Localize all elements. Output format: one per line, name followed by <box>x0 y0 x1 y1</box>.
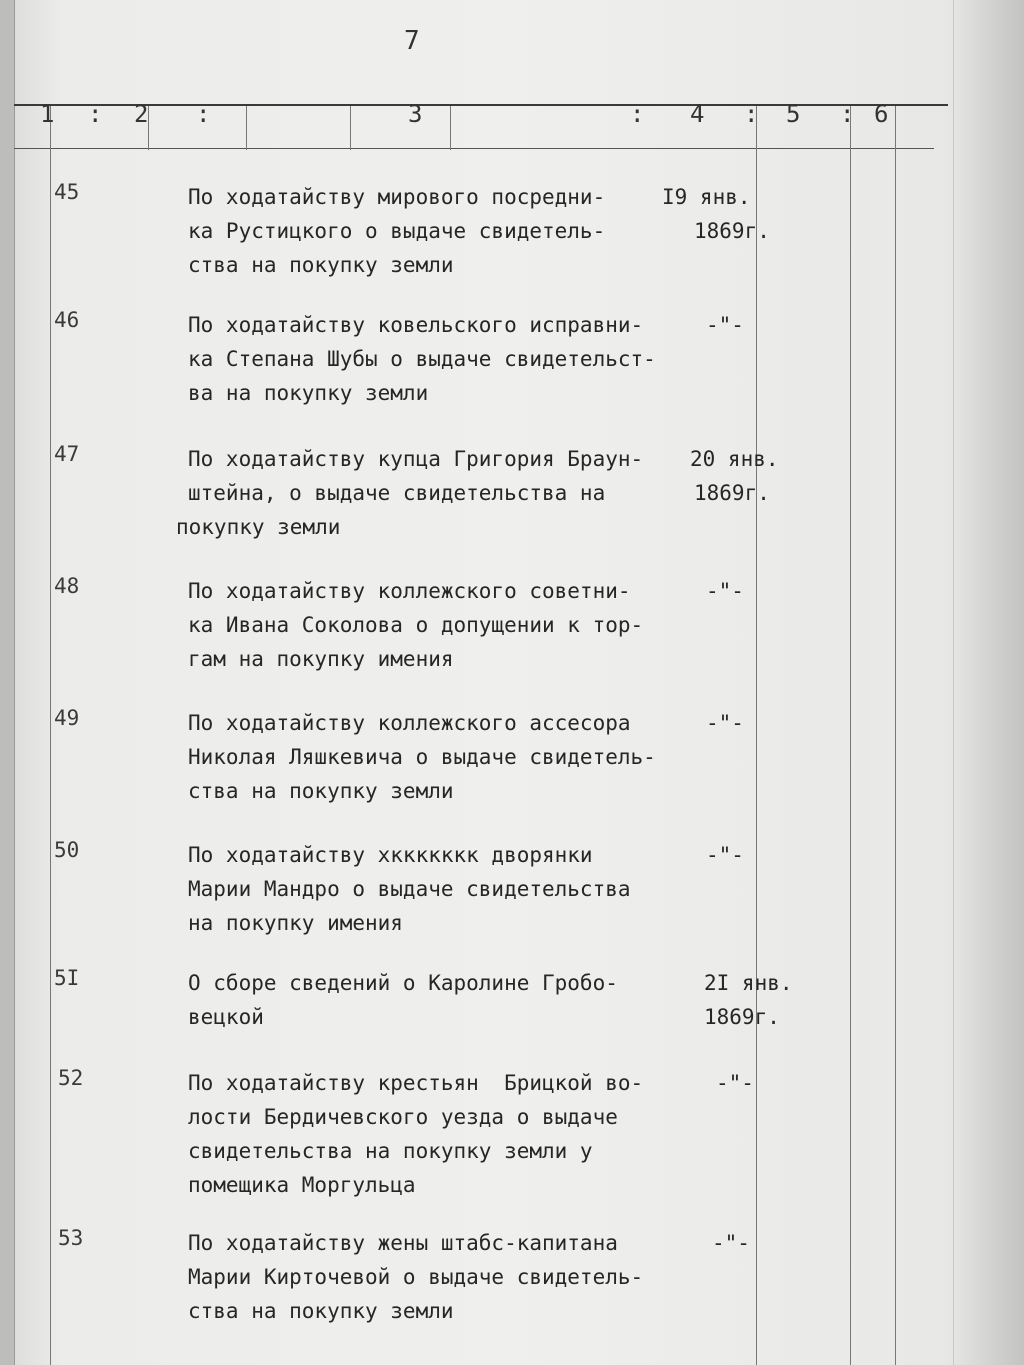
entry-date-line: 1869г. <box>704 1005 780 1029</box>
column-separator-colon: : <box>196 100 211 128</box>
entry-title-line: на покупку имения <box>188 911 403 935</box>
entry-title-line: ка Степана Шубы о выдаче свидетельст- <box>188 347 656 371</box>
entry-title-line: ства на покупку земли <box>188 779 454 803</box>
header-top-rule <box>14 104 948 106</box>
entry-date-line: -"- <box>706 843 744 867</box>
entry-number: 5I <box>54 966 80 990</box>
entry-date <box>706 706 856 740</box>
page-fold-edge <box>953 0 1024 1365</box>
entry-title-line: гам на покупку имения <box>188 647 454 671</box>
entry-title <box>188 180 688 282</box>
entry-date <box>706 308 856 342</box>
entry-date <box>706 574 856 608</box>
entry-title-line: По ходатайству ковельского исправни- <box>188 313 644 337</box>
entry-number: 50 <box>54 838 80 862</box>
header-divider <box>246 106 247 150</box>
entry-title-line: помещика Моргульца <box>188 1173 416 1197</box>
entry-title-line: По ходатайству коллежского советни- <box>188 579 631 603</box>
entry-title-line: ва на покупку земли <box>188 381 429 405</box>
entry-date <box>662 180 812 248</box>
entry-date-line: -"- <box>716 1071 754 1095</box>
entry-date <box>712 1226 862 1260</box>
column-separator-colon: : <box>744 100 759 128</box>
entry-title-line: лости Бердичевского уезда о выдаче <box>188 1105 618 1129</box>
entry-title <box>188 574 688 676</box>
entry-title-line: свидетельства на покупку земли у <box>188 1139 593 1163</box>
entry-date-line: 2I янв. <box>704 971 793 995</box>
column-number-2: 2 <box>134 100 149 128</box>
entry-title-line: Марии Мандро о выдаче свидетельства <box>188 877 631 901</box>
column-number-1: 1 <box>40 100 55 128</box>
entry-date <box>706 838 856 872</box>
entry-title <box>188 706 688 808</box>
entry-title-line: Николая Ляшкевича о выдаче свидетель- <box>188 745 656 769</box>
page-number: 7 <box>404 26 420 56</box>
column-number-3: 3 <box>408 100 423 128</box>
entry-date-line: 1869г. <box>694 481 770 505</box>
entry-title-line: По ходатайству коллежского ассесора <box>188 711 631 735</box>
header-divider <box>350 106 351 150</box>
header-divider <box>450 106 451 150</box>
column-line-1 <box>50 106 51 1365</box>
entry-date <box>716 1066 866 1100</box>
entry-title-line: По ходатайству крестьян Брицкой во- <box>188 1071 644 1095</box>
entry-date-line: -"- <box>706 579 744 603</box>
entry-title-line: покупку земли <box>176 515 341 539</box>
column-separator-colon: : <box>840 100 855 128</box>
entry-number: 52 <box>58 1066 84 1090</box>
column-separator-colon: : <box>630 100 645 128</box>
entry-title <box>188 1226 688 1328</box>
entry-date-line: 20 янв. <box>690 447 779 471</box>
entry-date-line: -"- <box>706 711 744 735</box>
entry-date <box>690 442 840 510</box>
entry-title <box>188 1066 688 1202</box>
entry-number: 53 <box>58 1226 84 1250</box>
column-line-6 <box>895 106 896 1365</box>
entry-title-line: По ходатайству хккккккк дворянки <box>188 843 593 867</box>
column-number-4: 4 <box>690 100 705 128</box>
entry-title-line: ка Ивана Соколова о допущении к тор- <box>188 613 644 637</box>
entry-number: 47 <box>54 442 80 466</box>
header-bottom-rule <box>14 148 934 149</box>
entry-date-line: I9 янв. <box>662 185 751 209</box>
entry-date-line: 1869г. <box>694 219 770 243</box>
binding-edge <box>0 0 15 1365</box>
entry-title-line: вецкой <box>188 1005 264 1029</box>
entry-title <box>188 966 688 1034</box>
entry-date-line: -"- <box>706 313 744 337</box>
entry-number: 45 <box>54 180 80 204</box>
column-separator-colon: : <box>88 100 103 128</box>
entry-title <box>188 838 688 940</box>
entry-date-line: -"- <box>712 1231 750 1255</box>
column-number-6: 6 <box>874 100 889 128</box>
entry-date <box>704 966 854 1034</box>
entry-title-line: Марии Кирточевой о выдаче свидетель- <box>188 1265 644 1289</box>
entry-title-line: ства на покупку земли <box>188 1299 454 1323</box>
entry-title <box>176 442 676 544</box>
entry-title-line: По ходатайству жены штабс-капитана <box>188 1231 618 1255</box>
entry-number: 49 <box>54 706 80 730</box>
entry-title-line: По ходатайству мирового посредни- <box>188 185 606 209</box>
entry-number: 46 <box>54 308 80 332</box>
entry-title-line: По ходатайству купца Григория Браун- <box>188 447 644 471</box>
entry-title <box>188 308 688 410</box>
entry-number: 48 <box>54 574 80 598</box>
column-number-5: 5 <box>786 100 801 128</box>
entry-title-line: ства на покупку земли <box>188 253 454 277</box>
entry-title-line: ка Рустицкого о выдаче свидетель- <box>188 219 606 243</box>
entry-title-line: штейна, о выдаче свидетельства на <box>188 481 606 505</box>
entry-title-line: О сборе сведений о Каролине Гробо- <box>188 971 618 995</box>
